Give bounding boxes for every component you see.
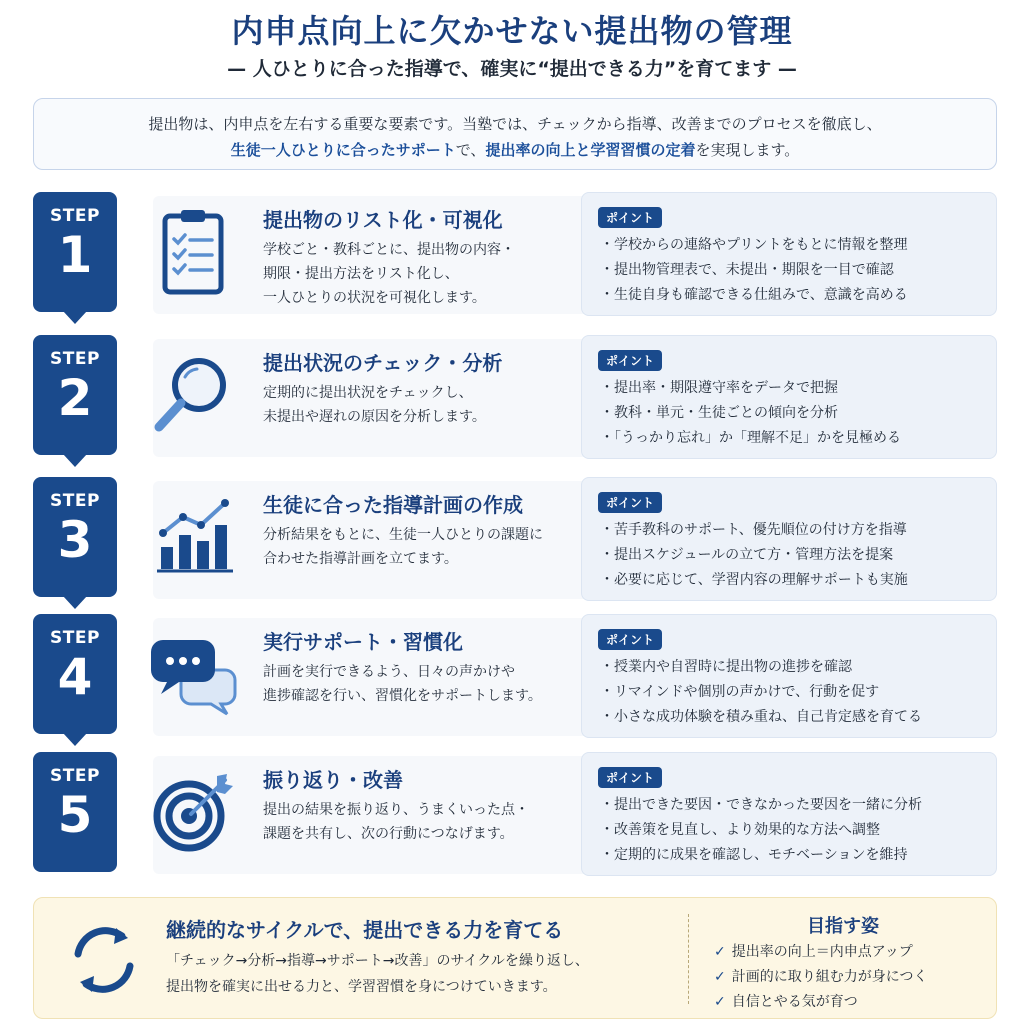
cycle-title: 継続的なサイクルで、提出できる力を育てる	[166, 918, 564, 942]
step-label: STEP	[50, 491, 100, 511]
point-box	[581, 752, 997, 876]
goal-text: 提出率の向上＝内申点アップ	[731, 944, 913, 960]
step-badge-5	[33, 752, 117, 872]
point-item: ・ 必要に応じて、学習内容の理解サポートも実施	[602, 568, 908, 593]
point-box	[581, 192, 997, 316]
intro-highlight-2: 提出率の向上と学習習慣の定着	[485, 141, 696, 159]
divider	[688, 914, 689, 1004]
desc-line: 計画を実行できるよう、日々の声かけや	[263, 664, 515, 680]
step-title: 生徒に合った指導計画の作成	[263, 493, 523, 517]
step-label: STEP	[50, 628, 100, 648]
goal-text: 自信とやる気が育つ	[731, 994, 858, 1010]
step-arrow-icon	[63, 454, 87, 467]
step-arrow-icon	[63, 596, 87, 609]
desc-line: 定期的に提出状況をチェックし、	[263, 385, 473, 401]
desc-line: 分析結果をもとに、生徒一人ひとりの課題に	[263, 527, 543, 543]
intro-line-2	[34, 137, 996, 163]
goal-item	[714, 940, 927, 965]
point-item: ・ 生徒自身も確認できる仕組みで、意識を高める	[602, 283, 908, 308]
point-tag: ポイント	[598, 629, 662, 650]
check-icon: ✓	[714, 969, 726, 985]
desc-line: 学校ごと・教科ごとに、提出物の内容・	[263, 242, 515, 258]
point-item: ・ 定期的に成果を確認し、モチベーションを維持	[602, 843, 922, 868]
point-item: ・ 提出できた要因・できなかった要因を一緒に分析	[602, 793, 922, 818]
clipboard-checklist-icon	[145, 204, 241, 300]
goal-list	[714, 940, 927, 1015]
cycle-arrows-icon	[64, 920, 144, 1000]
step-badge-3	[33, 477, 117, 597]
step-badge-1	[33, 192, 117, 312]
point-item: ・ 教科・単元・生徒ごとの傾向を分析	[602, 401, 901, 426]
goal-title: 目指す姿	[807, 916, 879, 937]
step-row-4	[33, 614, 997, 740]
intro-highlight-1: 生徒一人ひとりに合ったサポート	[230, 141, 456, 159]
step-number: 1	[57, 226, 93, 284]
magnifier-icon	[145, 347, 241, 443]
desc-line: 課題を共有し、次の行動につなげます。	[263, 826, 514, 842]
desc-line: 提出物を確実に出せる力と、学習習慣を身につけていきます。	[166, 979, 557, 995]
step-arrow-icon	[63, 733, 87, 746]
goal-item	[714, 990, 927, 1015]
check-icon: ✓	[714, 994, 726, 1010]
point-item: ・ 授業内や自習時に提出物の進捗を確認	[602, 655, 922, 680]
step-description	[263, 798, 583, 846]
step-description	[263, 660, 583, 708]
desc-line: 期限・提出方法をリスト化し、	[263, 266, 459, 282]
step-row-2	[33, 335, 997, 461]
step-label: STEP	[50, 349, 100, 369]
point-item: ・ 苦手教科のサポート、優先順位の付け方を指導	[602, 518, 908, 543]
step-description	[263, 523, 583, 571]
goal-item	[714, 965, 927, 990]
step-description	[263, 381, 583, 429]
step-badge-4	[33, 614, 117, 734]
step-number: 3	[57, 511, 93, 569]
point-tag: ポイント	[598, 207, 662, 228]
point-item: ・ リマインドや個別の声かけで、行動を促す	[602, 680, 922, 705]
step-title: 提出状況のチェック・分析	[263, 351, 503, 375]
desc-line: 提出の結果を振り返り、うまくいった点・	[263, 802, 529, 818]
point-item: ・ 学校からの連絡やプリントをもとに情報を整理	[602, 233, 908, 258]
step-badge-2	[33, 335, 117, 455]
step-number: 2	[57, 369, 93, 427]
point-item: ・ 提出物管理表で、未提出・期限を一目で確認	[602, 258, 908, 283]
point-item: ・ 「うっかり忘れ」か「理解不足」かを見極める	[602, 426, 901, 451]
point-tag: ポイント	[598, 492, 662, 513]
step-arrow-icon	[63, 311, 87, 324]
step-number: 5	[57, 786, 93, 844]
goal-text: 計画的に取り組む力が身につく	[731, 969, 928, 985]
step-description	[263, 238, 583, 310]
point-box	[581, 614, 997, 738]
desc-line: 進捗確認を行い、習慣化をサポートします。	[263, 688, 542, 704]
intro-box	[33, 98, 997, 170]
intro-line-1: 提出物は、内申点を左右する重要な要素です。当塾では、チェックから指導、改善までのプロセスを徹底し、	[148, 115, 882, 133]
step-number: 4	[57, 648, 93, 706]
point-item: ・ 提出スケジュールの立て方・管理方法を提案	[602, 543, 908, 568]
intro-mid: で、	[455, 141, 486, 159]
step-title: 振り返り・改善	[263, 768, 403, 792]
desc-line: 合わせた指導計画を立てます。	[263, 551, 458, 567]
chat-bubbles-icon	[145, 626, 241, 722]
step-row-1	[33, 192, 997, 318]
page-subtitle: — 人ひとりに合った指導で、確実に“提出できる力”を育てます —	[227, 58, 797, 80]
desc-line: 未提出や遅れの原因を分析します。	[263, 409, 486, 425]
intro-end: を実現します。	[695, 141, 800, 159]
step-row-5	[33, 752, 997, 878]
point-box	[581, 477, 997, 601]
point-item: ・ 改善策を見直し、より効果的な方法へ調整	[602, 818, 922, 843]
point-item: ・ 小さな成功体験を積み重ね、自己肯定感を育てる	[602, 705, 922, 730]
point-item: ・ 提出率・期限遵守率をデータで把握	[602, 376, 901, 401]
step-row-3	[33, 477, 997, 603]
step-title: 実行サポート・習慣化	[263, 630, 463, 654]
point-box	[581, 335, 997, 459]
step-title: 提出物のリスト化・可視化	[263, 208, 503, 232]
desc-line: 「チェック→分析→指導→サポート→改善」のサイクルを繰り返し、	[166, 953, 589, 969]
desc-line: 一人ひとりの状況を可視化します。	[263, 290, 486, 306]
point-tag: ポイント	[598, 767, 662, 788]
step-label: STEP	[50, 206, 100, 226]
target-arrow-icon	[145, 764, 241, 860]
cycle-description	[166, 948, 589, 1000]
point-tag: ポイント	[598, 350, 662, 371]
page-title: 内申点向上に欠かせない提出物の管理	[231, 12, 793, 50]
step-label: STEP	[50, 766, 100, 786]
growth-chart-icon	[145, 489, 241, 585]
cycle-summary-box	[33, 897, 997, 1019]
check-icon: ✓	[714, 944, 726, 960]
